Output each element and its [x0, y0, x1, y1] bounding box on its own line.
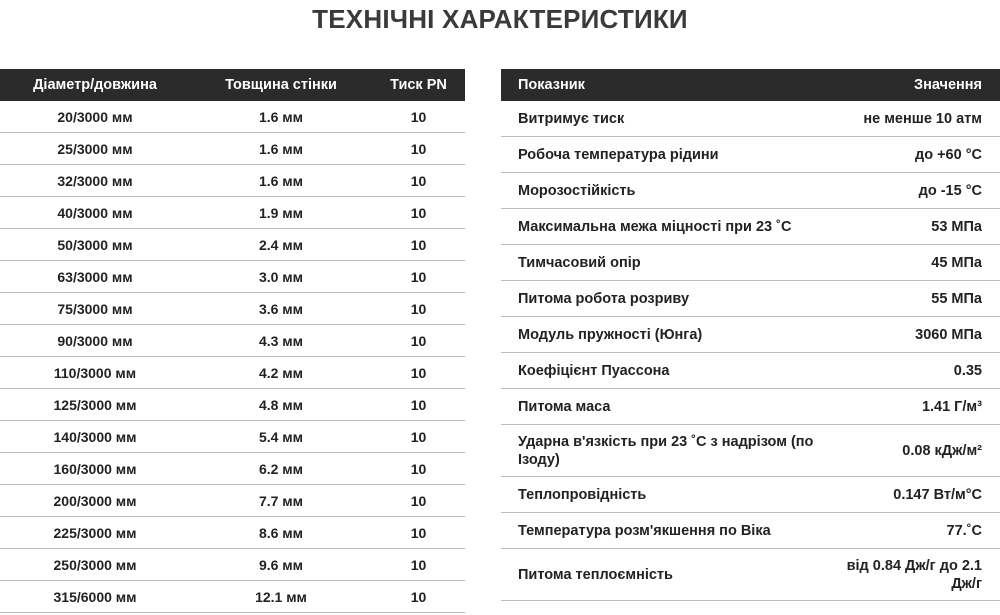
table-row — [501, 245, 1000, 281]
cell-thickness: 1.6 мм — [190, 133, 372, 165]
table-row — [0, 357, 465, 389]
table-header-row — [0, 69, 465, 101]
property-name: Ударна в'язкість при 23 ˚С з надрізом (по Ізоду) — [501, 425, 838, 477]
cell-pressure: 10 — [372, 581, 465, 613]
cell-thickness: 2.4 мм — [190, 229, 372, 261]
table-row — [501, 137, 1000, 173]
cell-thickness: 5.4 мм — [190, 421, 372, 453]
cell-pressure: 10 — [372, 325, 465, 357]
cell-thickness: 4.2 мм — [190, 357, 372, 389]
header-indicator: Показник — [501, 69, 838, 101]
table-row — [0, 517, 465, 549]
property-name: Максимальна межа міцності при 23 ˚С — [501, 209, 838, 245]
cell-diameter: 25/3000 мм — [0, 133, 190, 165]
cell-pressure: 10 — [372, 197, 465, 229]
cell-pressure: 10 — [372, 389, 465, 421]
cell-diameter: 50/3000 мм — [0, 229, 190, 261]
table-row — [0, 229, 465, 261]
cell-diameter: 63/3000 мм — [0, 261, 190, 293]
property-name: Температура розм'якшення по Віка — [501, 513, 838, 549]
cell-thickness: 1.6 мм — [190, 165, 372, 197]
pipe-dimensions-table — [0, 69, 465, 613]
property-value: 3060 МПа — [838, 317, 1000, 353]
cell-diameter: 32/3000 мм — [0, 165, 190, 197]
cell-pressure: 10 — [372, 293, 465, 325]
cell-diameter: 90/3000 мм — [0, 325, 190, 357]
cell-pressure: 10 — [372, 421, 465, 453]
property-value: 53 МПа — [838, 209, 1000, 245]
cell-thickness: 4.3 мм — [190, 325, 372, 357]
property-value: від 0.84 Дж/г до 2.1 Дж/г — [838, 549, 1000, 601]
cell-thickness: 1.6 мм — [190, 101, 372, 133]
table-row — [0, 389, 465, 421]
property-value: 77.˚С — [838, 513, 1000, 549]
property-value: 0.08 кДж/м² — [838, 425, 1000, 477]
property-name: Питома теплоємність — [501, 549, 838, 601]
cell-pressure: 10 — [372, 517, 465, 549]
table-row — [501, 317, 1000, 353]
cell-thickness: 12.1 мм — [190, 581, 372, 613]
table-row — [0, 101, 465, 133]
property-value: 55 МПа — [838, 281, 1000, 317]
property-name: Теплопровідність — [501, 477, 838, 513]
cell-diameter: 315/6000 мм — [0, 581, 190, 613]
table-row — [0, 421, 465, 453]
cell-diameter: 160/3000 мм — [0, 453, 190, 485]
property-name: Модуль пружності (Юнга) — [501, 317, 838, 353]
property-name: Питома робота розриву — [501, 281, 838, 317]
table-row — [501, 101, 1000, 137]
cell-pressure: 10 — [372, 229, 465, 261]
cell-diameter: 110/3000 мм — [0, 357, 190, 389]
cell-diameter: 250/3000 мм — [0, 549, 190, 581]
technical-properties-table — [501, 69, 1000, 601]
table-header-row — [501, 69, 1000, 101]
page-title: ТЕХНІЧНІ ХАРАКТЕРИСТИКИ — [312, 4, 688, 34]
cell-diameter: 200/3000 мм — [0, 485, 190, 517]
property-value: до -15 °C — [838, 173, 1000, 209]
table-row — [501, 209, 1000, 245]
table-row — [0, 549, 465, 581]
table-row — [0, 293, 465, 325]
property-name: Морозостійкість — [501, 173, 838, 209]
header-value: Значення — [838, 69, 1000, 101]
property-name: Витримує тиск — [501, 101, 838, 137]
cell-pressure: 10 — [372, 165, 465, 197]
table-row — [501, 173, 1000, 209]
table-row — [0, 133, 465, 165]
table-row — [501, 513, 1000, 549]
table-row — [501, 353, 1000, 389]
cell-pressure: 10 — [372, 133, 465, 165]
table-row — [0, 165, 465, 197]
table-row — [0, 485, 465, 517]
table-row — [0, 197, 465, 229]
cell-thickness: 3.0 мм — [190, 261, 372, 293]
property-value: до +60 °C — [838, 137, 1000, 173]
property-value: 0.147 Вт/м°С — [838, 477, 1000, 513]
cell-thickness: 4.8 мм — [190, 389, 372, 421]
property-name: Робоча температура рідини — [501, 137, 838, 173]
property-name: Тимчасовий опір — [501, 245, 838, 281]
table-row — [501, 477, 1000, 513]
table-row — [0, 325, 465, 357]
cell-thickness: 9.6 мм — [190, 549, 372, 581]
table-row — [501, 389, 1000, 425]
cell-pressure: 10 — [372, 101, 465, 133]
property-name: Коефіцієнт Пуассона — [501, 353, 838, 389]
cell-pressure: 10 — [372, 549, 465, 581]
cell-thickness: 8.6 мм — [190, 517, 372, 549]
table-row — [0, 581, 465, 613]
header-wall-thickness: Товщина стінки — [190, 69, 372, 101]
table-row — [0, 261, 465, 293]
header-pressure-pn: Тиск PN — [372, 69, 465, 101]
property-value: 45 МПа — [838, 245, 1000, 281]
cell-diameter: 40/3000 мм — [0, 197, 190, 229]
property-name: Питома маса — [501, 389, 838, 425]
table-row — [501, 281, 1000, 317]
table-row — [501, 425, 1000, 477]
header-diameter-length: Діаметр/довжина — [0, 69, 190, 101]
property-value: 0.35 — [838, 353, 1000, 389]
cell-pressure: 10 — [372, 453, 465, 485]
cell-thickness: 1.9 мм — [190, 197, 372, 229]
cell-pressure: 10 — [372, 357, 465, 389]
cell-diameter: 20/3000 мм — [0, 101, 190, 133]
cell-pressure: 10 — [372, 485, 465, 517]
cell-diameter: 225/3000 мм — [0, 517, 190, 549]
property-value: 1.41 Г/м³ — [838, 389, 1000, 425]
property-value: не менше 10 атм — [838, 101, 1000, 137]
cell-diameter: 140/3000 мм — [0, 421, 190, 453]
cell-thickness: 6.2 мм — [190, 453, 372, 485]
cell-thickness: 7.7 мм — [190, 485, 372, 517]
table-row — [0, 453, 465, 485]
cell-diameter: 125/3000 мм — [0, 389, 190, 421]
cell-diameter: 75/3000 мм — [0, 293, 190, 325]
cell-pressure: 10 — [372, 261, 465, 293]
table-row — [501, 549, 1000, 601]
cell-thickness: 3.6 мм — [190, 293, 372, 325]
